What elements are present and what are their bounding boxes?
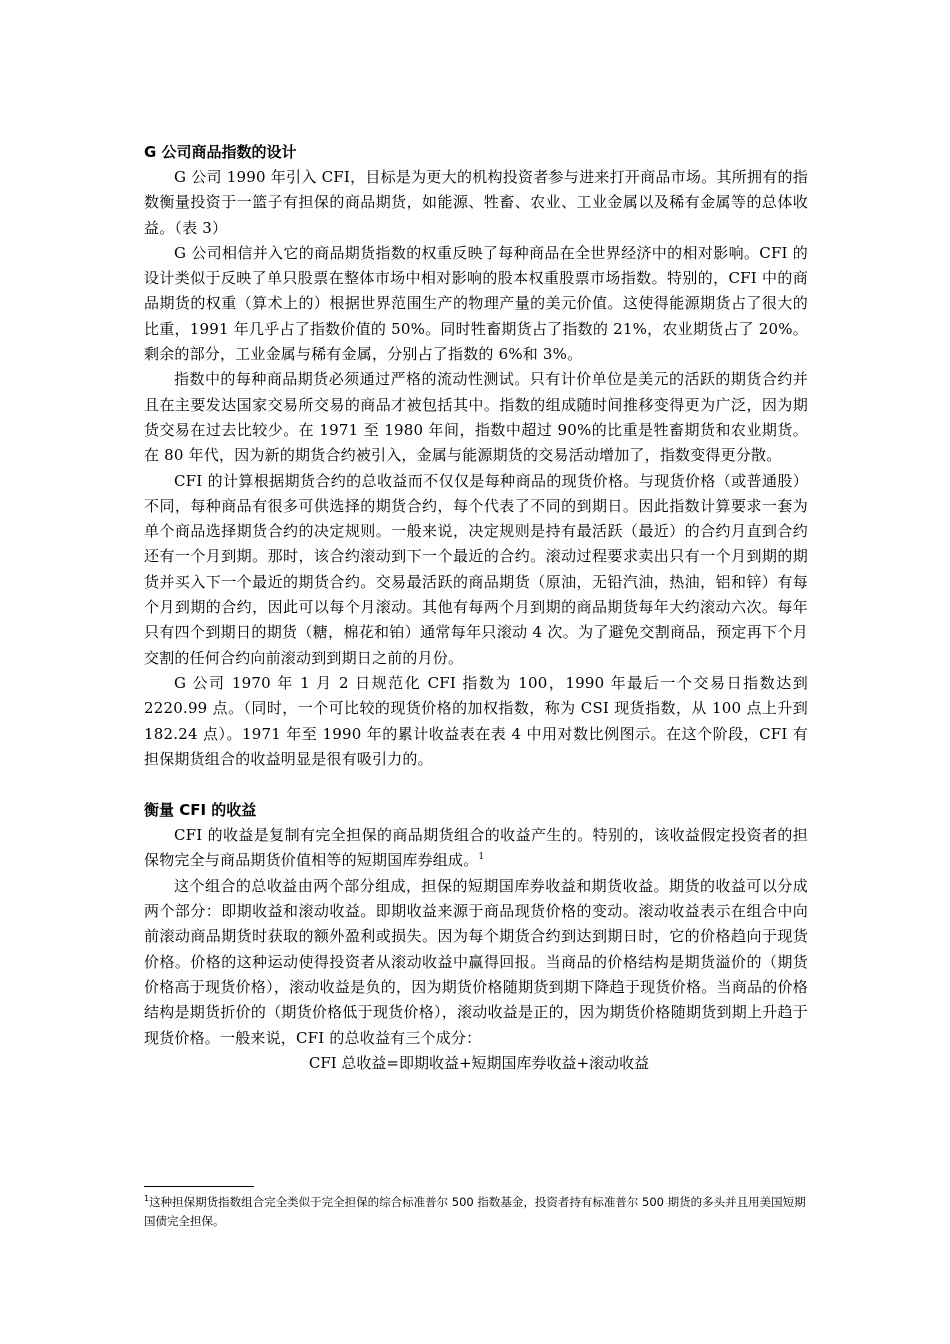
footnote-separator xyxy=(144,1186,254,1187)
section-spacer xyxy=(144,772,808,798)
paragraph-return-definition-text: CFI 的收益是复制有完全担保的商品期货组合的收益产生的。特别的，该收益假定投资者的担保物完全与商品期货价值相等的短期国库券组成。 xyxy=(144,826,808,870)
paragraph-normalization: G 公司 1970 年 1 月 2 日规范化 CFI 指数为 100，1990 年最后一个交易日指数达到 2220.99 点。（同时，一个可比较的现货价格的加权指数，称为 CSI 现货指数，从 100 点上升到 182.24 点）。1971 年至 1990 年的累计收益表在表 4 中用对数比例图示。在这个阶段，CFI 有担保期货组合的收益明显是很有吸引力的。 xyxy=(144,673,808,768)
document-body xyxy=(144,140,808,1076)
paragraph-intro: G 公司 1990 年引入 CFI，目标是为更大的机构投资者参与进来打开商品市场。其所拥有的指数衡量投资于一篮子有担保的商品期货，如能源、牲畜、农业、工业金属以及稀有金属等的总体收益。（表 3） xyxy=(144,168,808,237)
paragraph-rolling: CFI 的计算根据期货合约的总收益而不仅仅是每种商品的现货价格。与现货价格（或普通股）不同，每种商品有很多可供选择的期货合约，每个代表了不同的到期日。因此指数计算要求一套为单个商品选择期货合约的决定规则。一般来说，决定规则是持有最活跃（最近）的合约月直到合约还有一个月到期。那时，该合约滚动到下一个最近的合约。滚动过程要求卖出只有一个月到期的期货并买入下一个最近的期货合约。交易最活跃的商品期货（原油，无铅汽油，热油，铝和锌）有每个月到期的合约，因此可以每个月滚动。其他有每两个月到期的商品期货每年大约滚动六次。每年只有四个到期日的期货（糖，棉花和铂）通常每年只滚动 4 次。为了避免交割商品，预定再下个月交割的任何合约向前滚动到到期日之前的月份。 xyxy=(144,471,808,667)
paragraph-weights: G 公司相信并入它的商品期货指数的权重反映了每种商品在全世界经济中的相对影响。CFI 的设计类似于反映了单只股票在整体市场中相对影响的股本权重股票市场指数。特别的，CFI 中的商品期货的权重（算术上的）根据世界范围生产的物理产量的美元价值。这使得能源期货占了很大的比重，1991 年几乎占了指数价值的 50%。同时牲畜期货占了指数的 21%，农业期货占了 20%。剩余的部分，工业金属与稀有金属，分别占了指数的 6%和 3%。 xyxy=(144,243,808,364)
formula-total-return: CFI 总收益=即期收益+短期国库券收益+滚动收益 xyxy=(308,1053,650,1072)
paragraph-liquidity: 指数中的每种商品期货必须通过严格的流动性测试。只有计价单位是美元的活跃的期货合约并且在主要发达国家交易所交易的商品才被包括其中。指数的组成随时间推移变得更为广泛，因为期货交易在过去比较少。在 1971 至 1980 年间，指数中超过 90%的比重是牲畜期货和农业期货。在 80 年代，因为新的期货合约被引入，金属与能源期货的交易活动增加了，指数变得更分散。 xyxy=(144,370,808,465)
footnote-text: 这种担保期货指数组合完全类似于完全担保的综合标准普尔 500 指数基金，投资者持有标准普尔 500 期货的多头并且用美国短期国债完全担保。 xyxy=(144,1195,806,1228)
footnote xyxy=(144,1193,808,1231)
paragraph-return-definition xyxy=(144,823,808,874)
footnote-reference[interactable]: 1 xyxy=(478,852,485,863)
section-heading-measuring-returns: 衡量 CFI 的收益 xyxy=(144,801,257,820)
footnote-mark: 1 xyxy=(144,1194,150,1204)
section-heading-index-design: G 公司商品指数的设计 xyxy=(144,143,297,161)
paragraph-return-components: 这个组合的总收益由两个部分组成，担保的短期国库券收益和期货收益。期货的收益可以分成两个部分：即期收益和滚动收益。即期收益来源于商品现货价格的变动。滚动收益表示在组合中向前滚动商品期货时获取的额外盈利或损失。因为每个期货合约到达到期日时，它的价格趋向于现货价格。价格的这种运动使得投资者从滚动收益中赢得回报。当商品的价格结构是期货溢价的（期货价格高于现货价格），滚动收益是负的，因为期货价格随期货到期下降趋于现货价格。当商品的价格结构是期货折价的（期货价格低于现货价格），滚动收益是正的，因为期货价格随期货到期上升趋于现货价格。一般来说，CFI 的总收益有三个成分： xyxy=(144,876,808,1047)
